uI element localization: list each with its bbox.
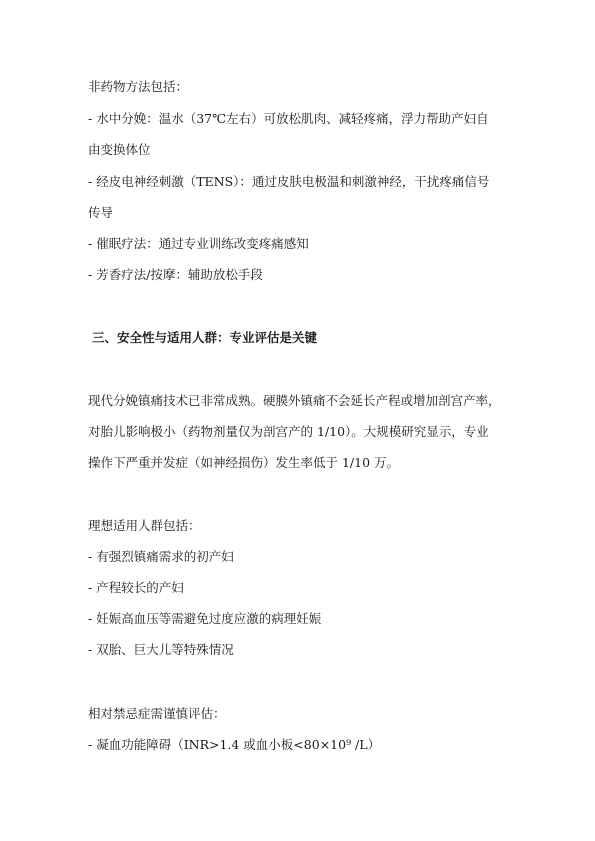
- paragraph-line: 现代分娩镇痛技术已非常成熟。硬膜外镇痛不会延长产程或增加剖宫产率，: [88, 393, 501, 408]
- paragraph-line: 操作下严重并发症（如神经损伤）发生率低于 1/10 万。: [88, 455, 400, 470]
- paragraph-line: 对胎儿影响极小（药物剂量仅为剖宫产的 1/10）。大规模研究显示，专业: [88, 424, 489, 439]
- list-item-continuation: 传导: [88, 205, 114, 220]
- ideal-intro: 理想适用人群包括：: [88, 518, 201, 533]
- section-heading: 三、安全性与适用人群：专业评估是关键: [92, 330, 318, 345]
- list-item: - 有强烈镇痛需求的初产妇: [88, 549, 234, 564]
- list-item: - 凝血功能障碍（INR>1.4 或血小板<80×10⁹ /L）: [88, 737, 381, 752]
- list-item: - 产程较长的产妇: [88, 580, 184, 595]
- list-item: - 双胎、巨大儿等特殊情况: [88, 642, 234, 657]
- list-item: - 芳香疗法/按摩：辅助放松手段: [88, 267, 263, 282]
- list-item: - 妊娠高血压等需避免过度应激的病理妊娠: [88, 611, 322, 626]
- non-drug-intro: 非药物方法包括：: [88, 79, 189, 94]
- list-item: - 催眠疗法：通过专业训练改变疼痛感知: [88, 236, 309, 251]
- list-item: - 经皮电神经刺激（TENS）：通过皮肤电极温和刺激神经，干扰疼痛信号: [88, 174, 490, 189]
- contra-intro: 相对禁忌症需谨慎评估：: [88, 706, 226, 721]
- list-item-continuation: 由变换体位: [88, 142, 151, 157]
- list-item: - 水中分娩：温水（37℃左右）可放松肌肉、减轻疼痛，浮力帮助产妇自: [88, 111, 489, 126]
